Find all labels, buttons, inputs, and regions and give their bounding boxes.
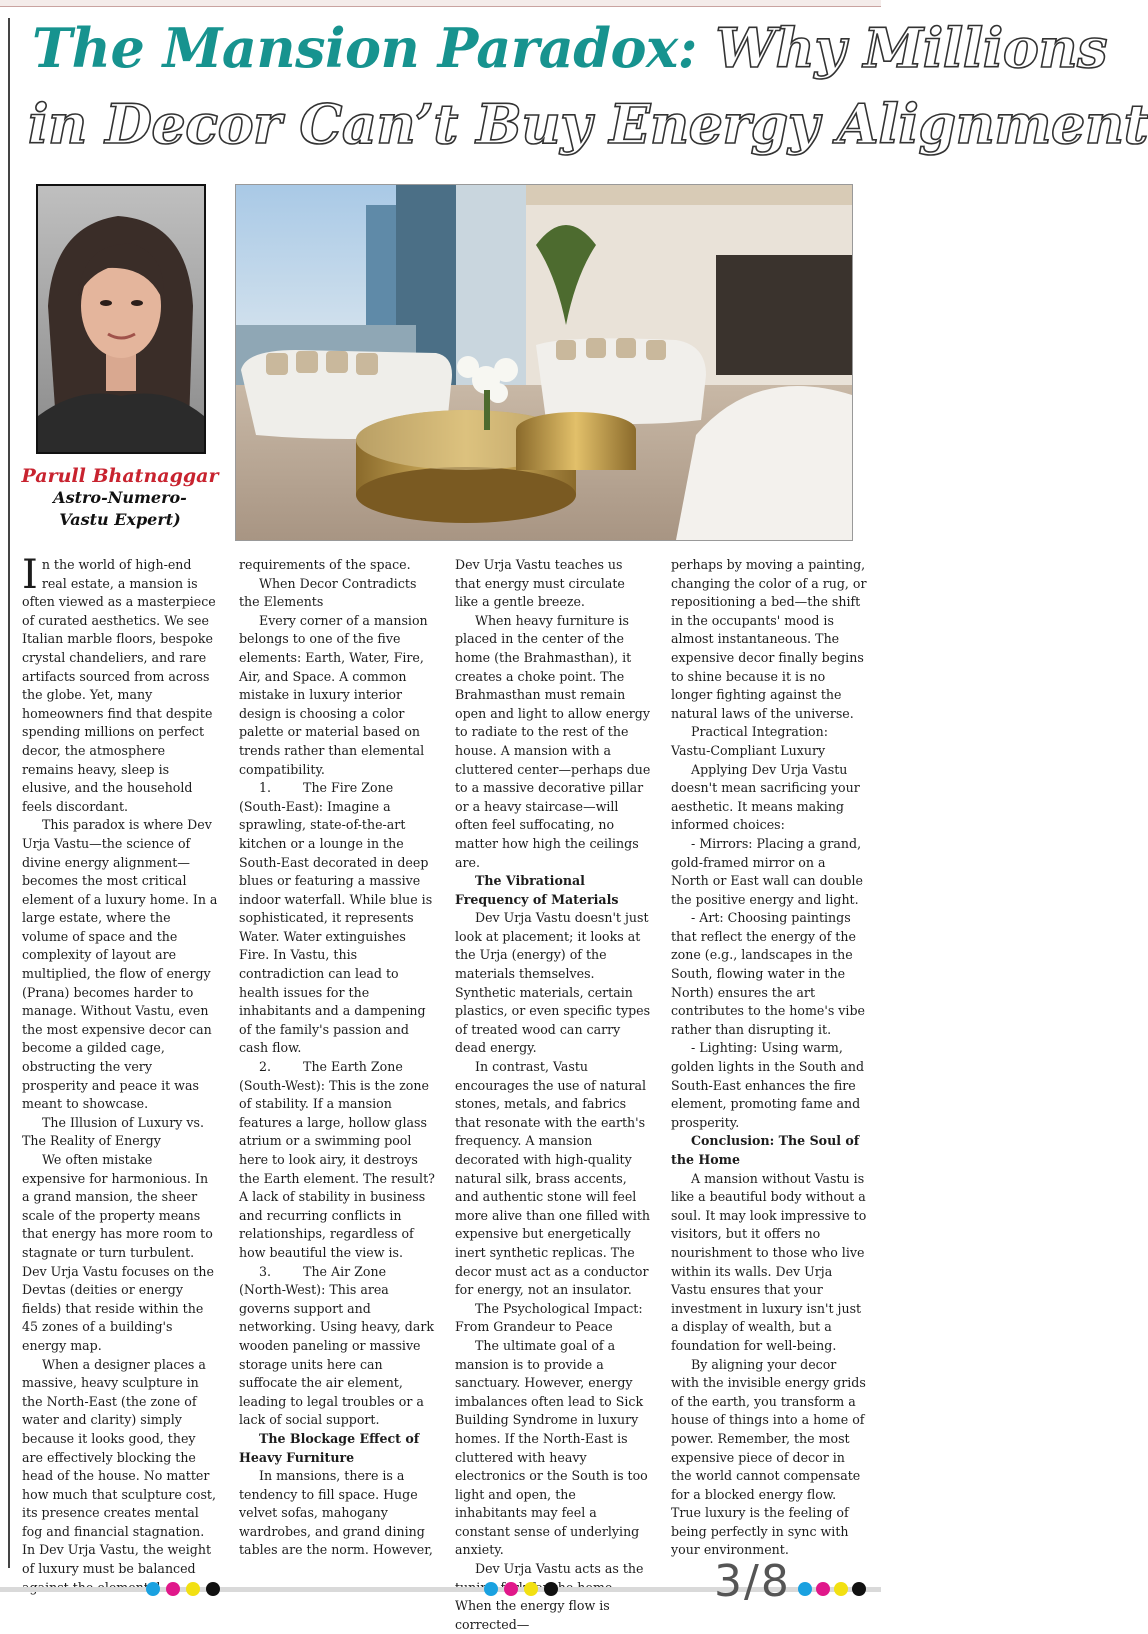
paragraph: By aligning your decor with the invisible energy grids of the earth, you transform a house of things into a home of power. Remember, the most expensive piece of decor in the world cannot compensate for a blocked energy flow. True luxury is the feeling of being perfectly in sync with your environment. [671,1356,866,1558]
list-item: - Mirrors: Placing a grand, gold-framed mirror on a North or East wall can double the positive energy and light. [671,835,863,907]
headline-line-2: in Decor Can’t Buy Energy Alignment [28,92,1148,156]
author-byline [20,465,220,531]
yellow-dot-icon [186,1582,200,1596]
author-name: Parull Bhatnaggar [21,465,219,487]
paragraph [22,552,218,816]
paragraph: Dev Urja Vastu teaches us that energy must circulate like a gentle breeze. [455,557,625,610]
section-heading: Practical Integration: Vastu-Compliant Luxury [671,724,828,758]
paragraph: Every corner of a mansion belongs to one of the five elements: Earth, Water, Fire, Air, and Space. A common mistake in luxury interior design is choosing a color palette or material based on trends rather than elemental compatibility. [239,612,428,777]
author-role-line-2: Vastu Expert) [59,510,181,529]
list-item: 2. The Earth Zone (South-West): This is the zone of stability. If a mansion features a large, hollow glass atrium or a swimming pool here to look airy, it destroys the Earth element. The result? A lack of stability in business and recurring conflicts in relationships, regardless of how beautiful the view is. [239,1059,435,1260]
black-dot-icon [544,1582,558,1596]
author-portrait [36,184,206,454]
paragraph-text: n the world of high-end real estate, a mansion is often viewed as a masterpiece of curated aesthetics. We see Italian marble floors, bespoke crystal chandeliers, and rare artifacts sourced from across the globe. Yet, many homeowners find that despite spending millions on perfect decor, the atmosphere remains heavy, sleep is elusive, and the household feels discordant. [22,557,216,814]
article-column-2 [239,556,435,1560]
article-column-3 [455,556,651,1634]
author-role-line-1: Astro-Numero- [53,488,187,507]
black-dot-icon [206,1582,220,1596]
paragraph: When heavy furniture is placed in the center of the home (the Brahmasthan), it creates a choke point. The Brahmasthan must remain open and light to allow energy to radiate to the rest of the house. A mansion with a cluttered center—perhaps due to a massive decorative pillar or a heavy staircase—will often feel suffocating, no matter how high the ceilings are. [455,612,651,870]
list-item: 3. The Air Zone (North-West): This area governs support and networking. Using heavy, dark wooden paneling or massive storage units here can suffocate the air element, leading to legal troubles or a lack of social support. [239,1263,434,1428]
paragraph: Dev Urja Vastu acts as the When the energy flow is corrected— [455,1561,644,1632]
paragraph: requirements of the space. [239,557,411,572]
yellow-dot-icon [834,1582,848,1596]
drop-cap: I [22,552,38,598]
paragraph: A mansion without Vastu is like a beautiful body without a soul. It may look impressive to visitors, but it offers no nourishment to those who live within its walls. Dev Urja Vastu ensures that your investment in luxury isn't just a display of wealth, but a foundation for well-being. [671,1170,867,1353]
section-heading: The Psychological Impact: From Grandeur to Peace [455,1300,643,1335]
yellow-dot-icon [524,1582,538,1596]
headline-accent: The Mansion Paradox: [32,16,698,80]
page-number: 3/8 [714,1556,791,1607]
section-heading: Conclusion: The Soul of the Home [671,1133,860,1167]
top-border [0,0,881,7]
article-column-4 [671,556,867,1560]
list-item: - Art: Choosing paintings that reflect the energy of the zone (e.g., landscapes in the South, flowing water in the North) ensures the art contributes to the home's vibe rather than disrupting it. [671,910,865,1037]
paragraph: Dev Urja Vastu doesn't just look at placement; it looks at the Urja (energy) of the materials themselves. Synthetic materials, certain plastics, or even specific types of treated wood can carry dead energy. [455,910,651,1056]
paragraph: perhaps by moving a painting, changing the color of a rug, or repositioning a bed—the shift in the occupants' mood is almost instantaneous. The expensive decor finally begins to shine because it is no longer fighting against the natural laws of the universe. [671,557,867,721]
paragraph: This paradox is where Dev Urja Vastu—the science of divine energy alignment—becomes the most critical element of a luxury home. In a large estate, where the volume of space and the complexity of layout are multiplied, the flow of energy (Prana) becomes harder to manage. Without Vastu, even the most expensive decor can become a gilded cage, obstructing the very prosperity and peace it was meant to showcase. [22,817,218,1112]
paragraph: In contrast, Vastu encourages the use of natural stones, metals, and fabrics that resonate with the earth's frequency. A mansion decorated with high-quality natural silk, brass accents, and authentic stone will feel more alive than one filled with expensive but energetically inert synthetic replicas. The decor must act as a conductor for energy, not an insulator. [455,1059,651,1298]
interior-illustration [236,185,852,540]
mansion-interior-photo [235,184,853,541]
cyan-dot-icon [146,1582,160,1596]
paragraph: In mansions, there is a tendency to fill space. Huge velvet sofas, mahogany wardrobes, and grand dining tables are the norm. However, [239,1468,433,1558]
section-heading: The Blockage Effect of Heavy Furniture [239,1430,420,1465]
cyan-dot-icon [798,1582,812,1596]
section-heading: The Vibrational Frequency of Materials [455,873,619,907]
left-column-rule [8,18,10,1568]
paragraph: The ultimate goal of a mansion is to provide a sanctuary. However, energy imbalances often lead to Sick Building Syndrome in luxury homes. If the North-East is cluttered with heavy electronics or the South is too light and open, the inhabitants may feel a constant sense of underlying anxiety. [455,1337,648,1558]
article-column-1 [22,552,218,1597]
section-heading: When Decor Contradicts the Elements [239,575,417,610]
list-item: 1. The Fire Zone (South-East): Imagine a sprawling, state-of-the-art kitchen or a lounge in the South-East decorated in deep blues or featuring a massive indoor waterfall. While blue is sophisticated, it represents Water. Water extinguishes Fire. In Vastu, this contradiction can lead to health issues for the inhabitants and a dampening of the family's passion and cash flow. [239,780,433,1056]
paragraph: When a designer places a massive, heavy sculpture in the North-East (the zone of water and clarity) simply because it looks good, they are effectively blocking the head of the house. No matter how much that sculpture cost, its presence creates mental fog and financial stagnation. In Dev Urja Vastu, the weight of luxury must be balanced [22,1356,216,1577]
portrait-illustration [38,186,204,452]
section-heading: The Illusion of Luxury vs. The Reality of Energy [22,1114,204,1149]
headline-line-1 [32,16,1107,80]
headline-outline-part: Why Millions [697,16,1107,80]
magenta-dot-icon [816,1582,830,1596]
cyan-dot-icon [484,1582,498,1596]
paragraph: We often mistake expensive for harmonious. In a grand mansion, the sheer scale of the property means that energy has more room to stagnate or turn turbulent. Dev Urja Vastu focuses on the Devtas (deities or energy fields) that reside within the 45 zones of a building's energy map. [22,1152,214,1353]
magenta-dot-icon [166,1582,180,1596]
article-headline [18,16,1148,166]
list-item: - Lighting: Using warm, golden lights in the South and South-East enhances the fire element, promoting fame and prosperity. [671,1040,865,1130]
magenta-dot-icon [504,1582,518,1596]
black-dot-icon [852,1582,866,1596]
paragraph: Applying Dev Urja Vastu doesn't mean sacrificing your aesthetic. It means making informed choices: [671,761,860,833]
